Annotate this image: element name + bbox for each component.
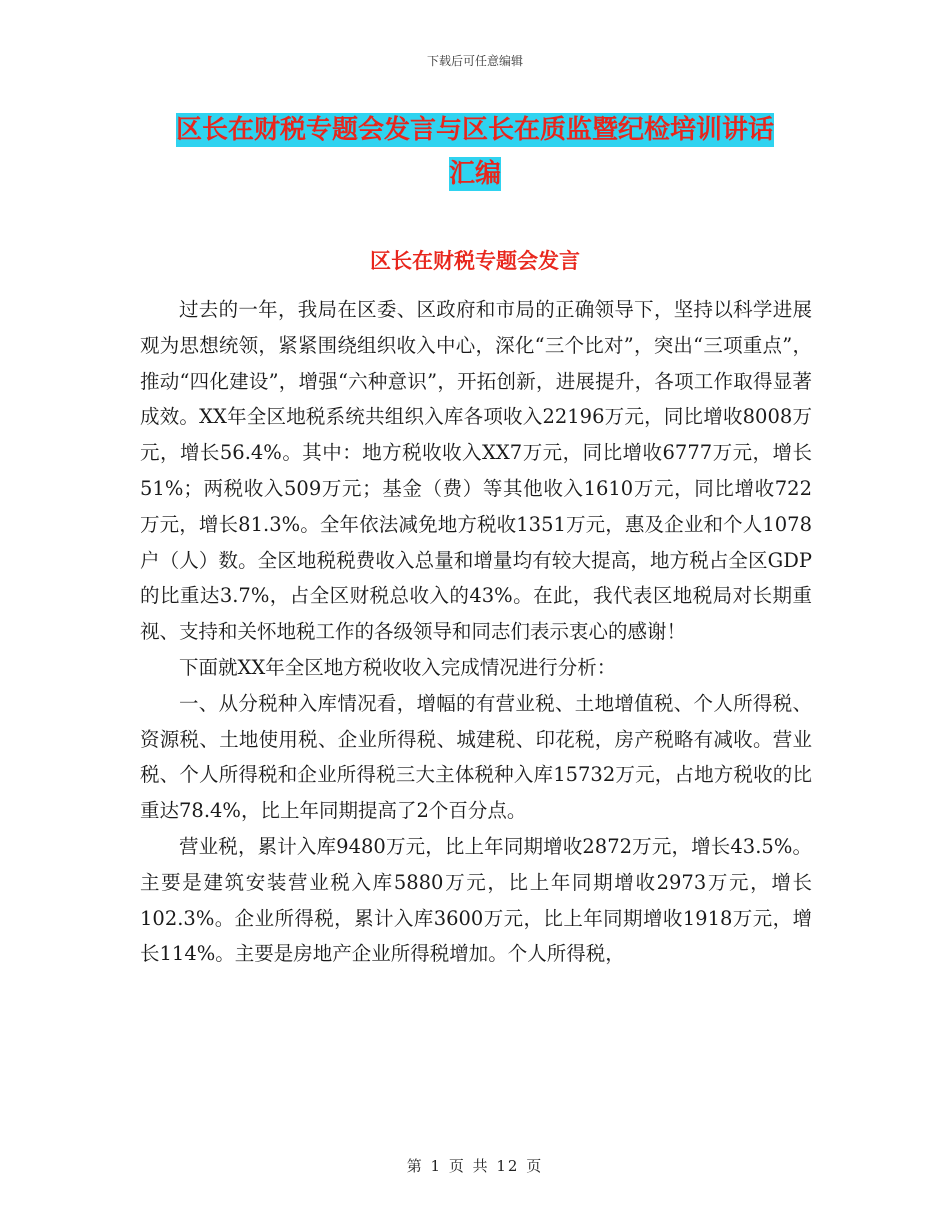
main-title xyxy=(140,108,810,196)
page-footer: 第 1 页 共 12 页 xyxy=(406,1157,544,1175)
main-title-line2: 汇编 xyxy=(448,159,501,189)
main-title-line1: 区长在财税专题会发言与区长在质监暨纪检培训讲话 xyxy=(175,115,774,145)
paragraph: 营业税，累计入库9480万元，比上年同期增收2872万元，增长43.5%。主要是建筑安装营业税入库5880万元，比上年同期增收2973万元，增长102.3%。企业所得税，累计入库3600万元，比上年同期增收1918万元，增长114%。主要是房地产企业所得税增加。个人所得税， xyxy=(140,834,812,966)
body-text xyxy=(140,292,812,972)
paragraph: 下面就XX年全区地方税收收入完成情况进行分析： xyxy=(179,655,617,679)
section-title: 区长在财税专题会发言 xyxy=(370,249,580,273)
paragraph: 过去的一年，我局在区委、区政府和市局的正确领导下，坚持以科学进展观为思想统领，紧紧围绕组织收入中心，深化“三个比对”，突出“三项重点”，推动“四化建设”，增强“六种意识”，开拓创新，进展提升，各项工作取得显著成效。XX年全区地税系统共组织入库各项收入22196万元，同比增收8008万元，增长56.4%。其中：地方税收收入XX7万元，同比增收6777万元，增长51%；两税收入509万元；基金（费）等其他收入1610万元，同比增收722万元，增长81.3%。全年依法减免地方税收1351万元，惠及企业和个人1078户（人）数。全区地税税费收入总量和增量均有较大提高，地方税占全区GDP的比重达3.7%，占全区财税总收入的43%。在此，我代表区地税局对长期重视、支持和关怀地税工作的各级领导和同志们表示衷心的感谢！ xyxy=(140,298,812,644)
paragraph: 一、从分税种入库情况看，增幅的有营业税、土地增值税、个人所得税、资源税、土地使用税、企业所得税、城建税、印花税，房产税略有减收。营业税、个人所得税和企业所得税三大主体税种入库15732万元，占地方税收的比重达78.4%，比上年同期提高了2个百分点。 xyxy=(140,691,812,823)
header-note: 下载后可任意编辑 xyxy=(426,54,523,68)
